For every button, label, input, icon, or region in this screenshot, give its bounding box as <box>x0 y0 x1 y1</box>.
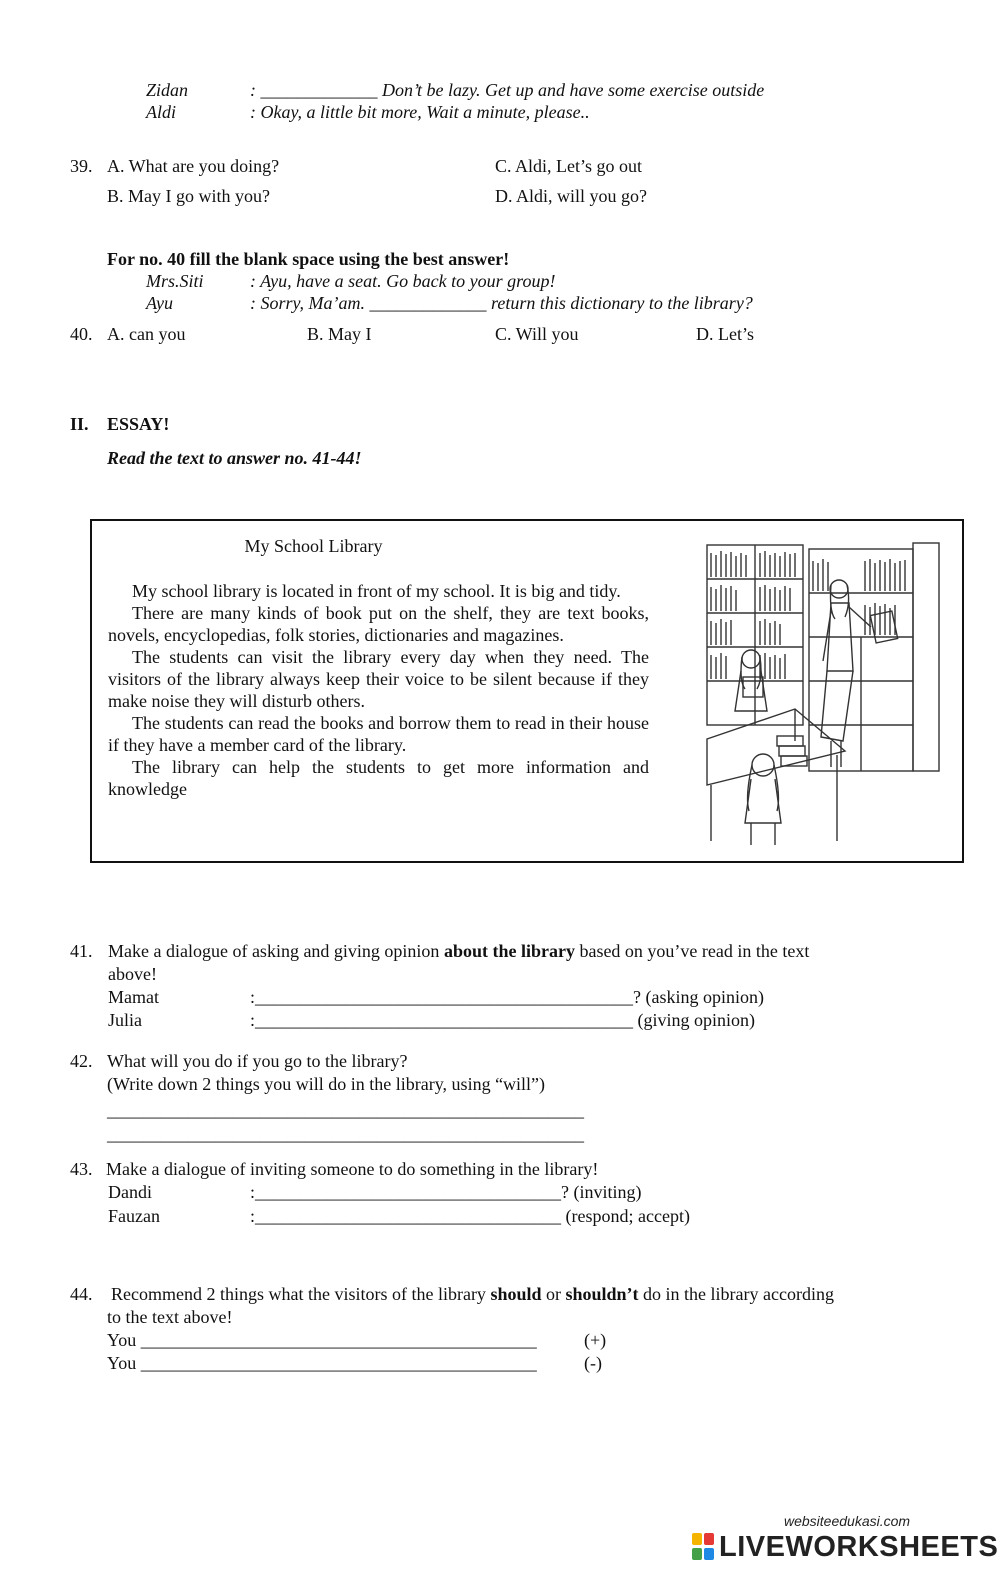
q39-option-d[interactable]: D. Aldi, will you go? <box>495 186 647 206</box>
dialogue-line-zidan: : _____________ Don’t be lazy. Get up and have some exercise outside <box>250 80 765 100</box>
dialogue-line-ayu: : Sorry, Ma’am. _____________ return this dictionary to the library? <box>250 293 753 313</box>
q44-mark-negative: (-) <box>584 1353 602 1373</box>
speaker-mamat: Mamat <box>108 987 159 1007</box>
passage-paragraph: The library can help the students to get more information and knowledge <box>108 757 649 799</box>
passage-paragraph: The students can read the books and borrow them to read in their house if they have a member card of the library. <box>108 713 649 755</box>
q40-option-a[interactable]: A. can you <box>107 324 186 344</box>
speaker-aldi: Aldi <box>146 102 176 122</box>
question-number-40: 40. <box>70 324 93 344</box>
question-number-39: 39. <box>70 156 93 176</box>
q44-answer-positive[interactable]: You ____________________________________________ <box>107 1330 537 1350</box>
question-number-42: 42. <box>70 1051 93 1071</box>
passage-title: My School Library <box>244 536 383 556</box>
q44-bold-should: should <box>490 1284 542 1304</box>
q41-prompt: Make a dialogue of asking and giving opinion about the library based on you’ve read in the text <box>108 941 810 961</box>
logo-block <box>704 1548 714 1560</box>
speaker-julia: Julia <box>108 1010 142 1030</box>
q40-instruction: For no. 40 fill the blank space using the best answer! <box>107 249 510 269</box>
q43-answer-fauzan[interactable]: :__________________________________ (respond; accept) <box>250 1206 690 1226</box>
dialogue-line-aldi: : Okay, a little bit more, Wait a minute, please.. <box>250 102 590 122</box>
q44-answer-negative[interactable]: You ____________________________________________ <box>107 1353 537 1373</box>
logo-blocks-icon <box>692 1533 714 1561</box>
q42-subprompt: (Write down 2 things you will do in the library, using “will”) <box>107 1074 546 1094</box>
q43-answer-dandi[interactable]: :__________________________________? (inviting) <box>250 1182 642 1202</box>
passage-paragraph: The students can visit the library every day when they need. The visitors of the library always keep their voice to be silent because if they make noise they will disturb others. <box>108 647 649 711</box>
q40-option-b[interactable]: B. May I <box>307 324 372 344</box>
dialogue-line-siti: : Ayu, have a seat. Go back to your group! <box>250 271 556 291</box>
logo-block <box>704 1533 714 1545</box>
logo-block <box>692 1548 702 1560</box>
section-numeral: II. <box>70 414 89 434</box>
q42-answer-line-2[interactable]: _____________________________________________________ <box>107 1124 584 1144</box>
footer-site-url: websiteedukasi.com <box>784 1513 911 1529</box>
essay-instruction: Read the text to answer no. 41-44! <box>107 448 362 468</box>
q41-prompt-line2: above! <box>108 964 157 984</box>
essay-heading: ESSAY! <box>107 414 170 434</box>
question-number-43: 43. <box>70 1159 93 1179</box>
speaker-ayu: Ayu <box>146 293 173 313</box>
liveworksheets-logo <box>692 1530 998 1564</box>
q39-option-b[interactable]: B. May I go with you? <box>107 186 270 206</box>
speaker-fauzan: Fauzan <box>108 1206 160 1226</box>
q44-bold-shouldnt: shouldn’t <box>565 1284 639 1304</box>
q40-option-c[interactable]: C. Will you <box>495 324 579 344</box>
q41-answer-mamat[interactable]: :__________________________________________? (asking opinion) <box>250 987 764 1007</box>
library-illustration <box>705 541 945 846</box>
q44-prompt-line2: to the text above! <box>107 1307 233 1327</box>
q42-prompt: What will you do if you go to the library? <box>107 1051 408 1071</box>
q40-option-d[interactable]: D. Let’s <box>696 324 754 344</box>
speaker-dandi: Dandi <box>108 1182 152 1202</box>
question-number-41: 41. <box>70 941 93 961</box>
q41-answer-julia[interactable]: :__________________________________________ (giving opinion) <box>250 1010 755 1030</box>
q43-prompt: Make a dialogue of inviting someone to do something in the library! <box>106 1159 599 1179</box>
logo-block <box>692 1533 702 1545</box>
q44-prompt: Recommend 2 things what the visitors of the library should or shouldn’t do in the library according <box>111 1284 834 1304</box>
speaker-zidan: Zidan <box>146 80 189 100</box>
passage-paragraph: There are many kinds of book put on the shelf, they are text books, novels, encyclopedias, folk stories, dictionaries and magazines. <box>108 603 649 645</box>
q39-option-a[interactable]: A. What are you doing? <box>107 156 280 176</box>
q44-mark-positive: (+) <box>584 1330 607 1350</box>
q39-option-c[interactable]: C. Aldi, Let’s go out <box>495 156 643 176</box>
question-number-44: 44. <box>70 1284 93 1304</box>
passage-paragraph: My school library is located in front of my school. It is big and tidy. <box>132 581 621 601</box>
speaker-mrs-siti: Mrs.Siti <box>146 271 204 291</box>
q41-bold-phrase: about the library <box>443 941 575 961</box>
q42-answer-line-1[interactable]: _____________________________________________________ <box>107 1100 584 1120</box>
reading-passage <box>108 535 649 800</box>
reading-passage-box <box>90 519 964 863</box>
brand-name: LIVEWORKSHEETS <box>719 1531 999 1563</box>
